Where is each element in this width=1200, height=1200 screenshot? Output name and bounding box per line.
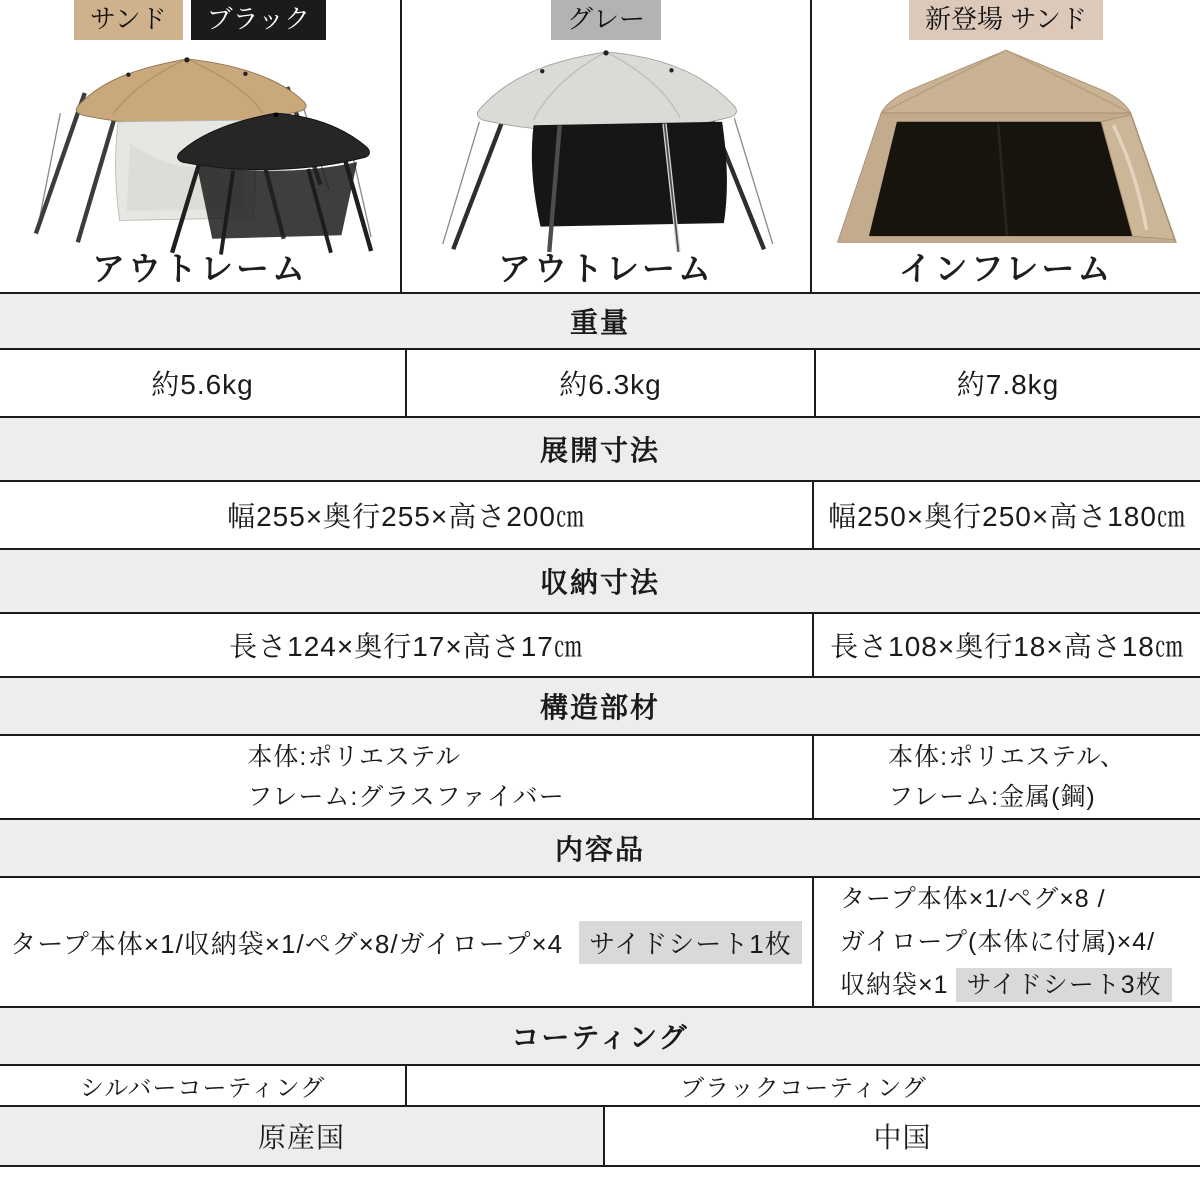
open-size-left: 幅255×奥行255×高さ200㎝	[227, 501, 585, 532]
color-badge-new-sand: 新登場 サンド	[909, 0, 1103, 40]
spec-header-materials: 構造部材	[0, 678, 1200, 736]
spec-row-materials	[0, 736, 1200, 820]
weight-value-col2: 約6.3kg	[405, 350, 814, 416]
contents-right-line3-text: 収納袋×1	[840, 971, 949, 999]
materials-left	[0, 736, 812, 818]
materials-right	[812, 736, 1200, 818]
spec-row-origin	[0, 1107, 1200, 1167]
contents-left-text: タープ本体×1/収納袋×1/ペグ×8/ガイロープ×4	[10, 929, 564, 959]
origin-label: 原産国	[0, 1107, 603, 1165]
materials-right-line2: フレーム:金属(鋼)	[888, 783, 1096, 811]
storage-size-right: 長さ108×奥行18×高さ18㎝	[812, 614, 1200, 676]
spec-row-open-size	[0, 482, 1200, 550]
product-name-inframe: インフレーム	[898, 250, 1114, 287]
spec-header-open-size: 展開寸法	[0, 418, 1200, 482]
spec-row-storage-size	[0, 614, 1200, 678]
color-badge-black: ブラック	[191, 0, 326, 40]
spec-row-weight	[0, 350, 1200, 418]
contents-left	[0, 878, 812, 1007]
weight-value-col1: 約5.6kg	[151, 369, 254, 400]
tent-photo-sand-and-black	[0, 38, 400, 258]
materials-left-line1: 本体:ポリエステル	[247, 743, 462, 771]
open-size-right: 幅250×奥行250×高さ180㎝	[812, 482, 1200, 548]
contents-right-line2: ガイロープ(本体に付属)×4/	[840, 928, 1156, 956]
product-image-row	[0, 0, 1200, 294]
spec-header-weight: 重量	[0, 294, 1200, 350]
spec-row-contents	[0, 878, 1200, 1008]
tent-photo-inframe-sand	[812, 38, 1200, 258]
badge-group	[0, 0, 400, 40]
inframe-tent-shape	[838, 50, 1177, 242]
product-col-outframe-gray	[400, 0, 810, 292]
badge-group	[402, 0, 810, 40]
spec-header-coating: コーティング	[0, 1008, 1200, 1066]
materials-left-line2: フレーム:グラスファイバー	[247, 783, 565, 811]
contents-left-highlight: サイドシート1枚	[579, 921, 802, 964]
product-col-outframe-sand-black	[0, 0, 400, 292]
storage-size-left: 長さ124×奥行17×高さ17㎝	[229, 631, 583, 662]
origin-value: 中国	[603, 1107, 1200, 1165]
color-badge-sand: サンド	[74, 0, 183, 40]
spec-row-coating	[0, 1066, 1200, 1107]
materials-right-line1: 本体:ポリエステル、	[888, 743, 1126, 771]
contents-right-line3	[840, 964, 1172, 1007]
product-col-inframe-sand	[810, 0, 1200, 292]
coating-left: シルバーコーティング	[79, 1075, 326, 1102]
badge-group	[812, 0, 1200, 40]
color-badge-gray: グレー	[551, 0, 661, 40]
product-name-outframe-1: アウトレーム	[92, 250, 308, 287]
spec-header-contents: 内容品	[0, 820, 1200, 878]
spec-header-storage-size: 収納寸法	[0, 550, 1200, 614]
product-name-outframe-2: アウトレーム	[498, 250, 714, 287]
weight-value-col3: 約7.8kg	[814, 350, 1200, 416]
contents-right-highlight: サイドシート3枚	[956, 968, 1171, 1002]
tent-photo-gray	[402, 38, 810, 258]
gray-tent-shape	[443, 50, 773, 252]
contents-right	[812, 878, 1200, 1007]
contents-right-line1: タープ本体×1/ペグ×8 /	[840, 885, 1106, 913]
coating-right: ブラックコーティング	[405, 1066, 1200, 1105]
